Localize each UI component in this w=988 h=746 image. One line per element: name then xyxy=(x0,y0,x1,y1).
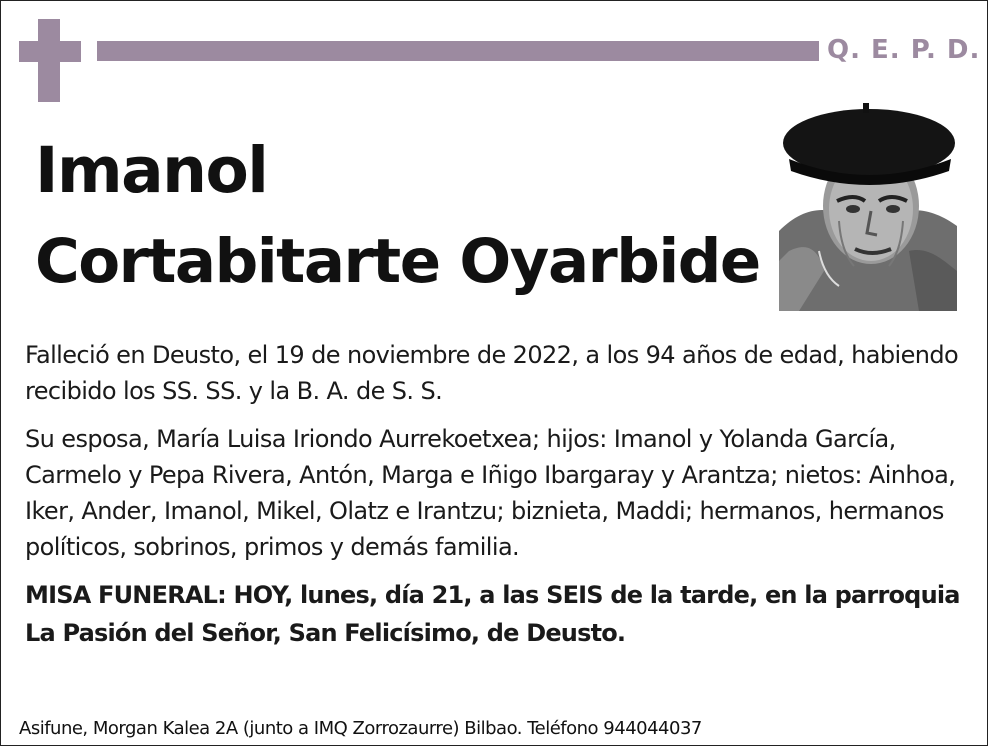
qepd-label: Q. E. P. D. xyxy=(827,35,981,65)
deceased-portrait xyxy=(779,101,957,311)
portrait-image xyxy=(779,101,957,311)
funeral-home-footer: Asifune, Morgan Kalea 2A (junto a IMQ Zorrozaurre) Bilbao. Teléfono 944044037 xyxy=(19,718,702,739)
funeral-mass-notice: MISA FUNERAL: HOY, lunes, día 21, a las SEIS de la tarde, en la parroquia La Pasión del Señor, San Felicísimo, de Deusto. xyxy=(25,581,960,647)
deceased-surnames: Cortabitarte Oyarbide xyxy=(35,226,760,297)
death-notice-paragraph: Falleció en Deusto, el 19 de noviembre de 2022, a los 94 años de edad, habiendo recibido los SS. SS. y la B. A. de S. S. xyxy=(25,341,959,405)
cross-horizontal-bar xyxy=(19,41,81,62)
deceased-first-name: Imanol xyxy=(35,134,268,207)
family-paragraph: Su esposa, María Luisa Iriondo Aurrekoetxea; hijos: Imanol y Yolanda García, Carmelo y Pepa Rivera, Antón, Marga e Iñigo Ibargaray y Arantza; nietos: Ainhoa, Iker, Ander, Imanol, Mikel, Olatz e Irantzu; biznieta, Maddi; hermanos, hermanos políticos, sobrinos, primos y demás familia. xyxy=(25,425,956,561)
header-rule xyxy=(97,41,819,61)
